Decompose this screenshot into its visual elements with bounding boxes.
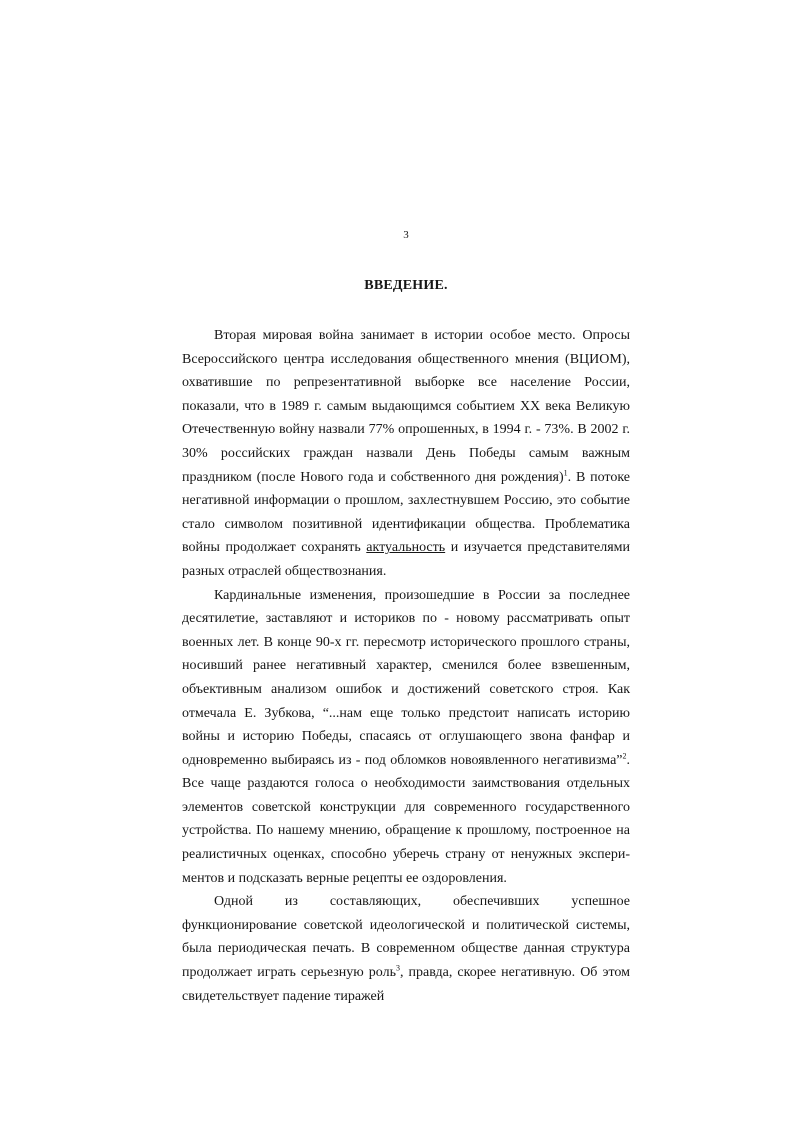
section-heading: ВВЕДЕНИЕ. xyxy=(364,278,448,293)
paragraph-1 xyxy=(182,324,630,584)
paragraph-3 xyxy=(182,890,630,1008)
underlined-word: актуальность xyxy=(366,540,446,556)
paragraph-3-text-b: , правда, скорее негативную. Об этом свидетельствует падение тиражей xyxy=(182,965,631,1004)
footnote-ref-3: 3 xyxy=(396,963,400,973)
footnote-ref-2: 2 xyxy=(622,751,627,761)
paragraph-1-text-a: Вторая мировая война занимает в истории особое место. Опросы Всероссийского центра исследования общественного мнения (ВЦИОМ), охватившие по репрезентативной выборке все население России, показали, что в 1989 г. самым выдающимся событием XX века Великую Отечественную войну назвали 77% опрошенных, в 1994 г. - 73%. В 2002 г. 30% российских граждан назвали День Победы самым важным праздником (после Нового года и собственного дня рождения) xyxy=(182,328,630,485)
page-number: 3 xyxy=(403,229,409,241)
paragraph-2-text-b: . Все чаще раздаются голоса о необходимости заимствования отдельных элементов советской конструкции для современного государственного устройства. По нашему мнению, обращение к прошлому, построенное на реалистичных оценках, способно уберечь страну от ненужных экспериментов и подсказать верные рецепты ее оздоровления. xyxy=(182,752,630,886)
paragraph-2 xyxy=(182,584,630,891)
body-text xyxy=(182,324,630,1008)
paragraph-1-text-b: . В потоке негативной информации о прошлом, захлестнувшем Россию, это событие стало символом позитивной идентификации общества. Проблематика войны продолжает сохранять xyxy=(182,469,631,556)
paragraph-1-text-c: и изучается представителями разных отраслей обществознания. xyxy=(182,540,630,579)
footnote-ref-1: 1 xyxy=(563,467,568,477)
paragraph-2-text-a: Кардинальные изменения, произошедшие в России за последнее десятилетие, заставляют и историков по - новому рассматривать опыт военных лет. В конце 90-х гг. пересмотр исторического прошлого страны, носивший ранее негативный характер, сменился более взвешенным, объективным анализом ошибок и достижений советского строя. Как отмечала Е. Зубкова, “...нам еще только предстоит написать историю войны и историю Победы, спасаясь от оглушающего звона фанфар и одновременно выбираясь из - под обломков новоявленного негативизма” xyxy=(182,587,630,768)
paragraph-3-text-a: Одной из составляющих, обеспечивших успешное функционирование советской идеологической и политической системы, была периодическая печать. В современном обществе данная структура продолжает играть серьезную роль xyxy=(182,894,630,981)
